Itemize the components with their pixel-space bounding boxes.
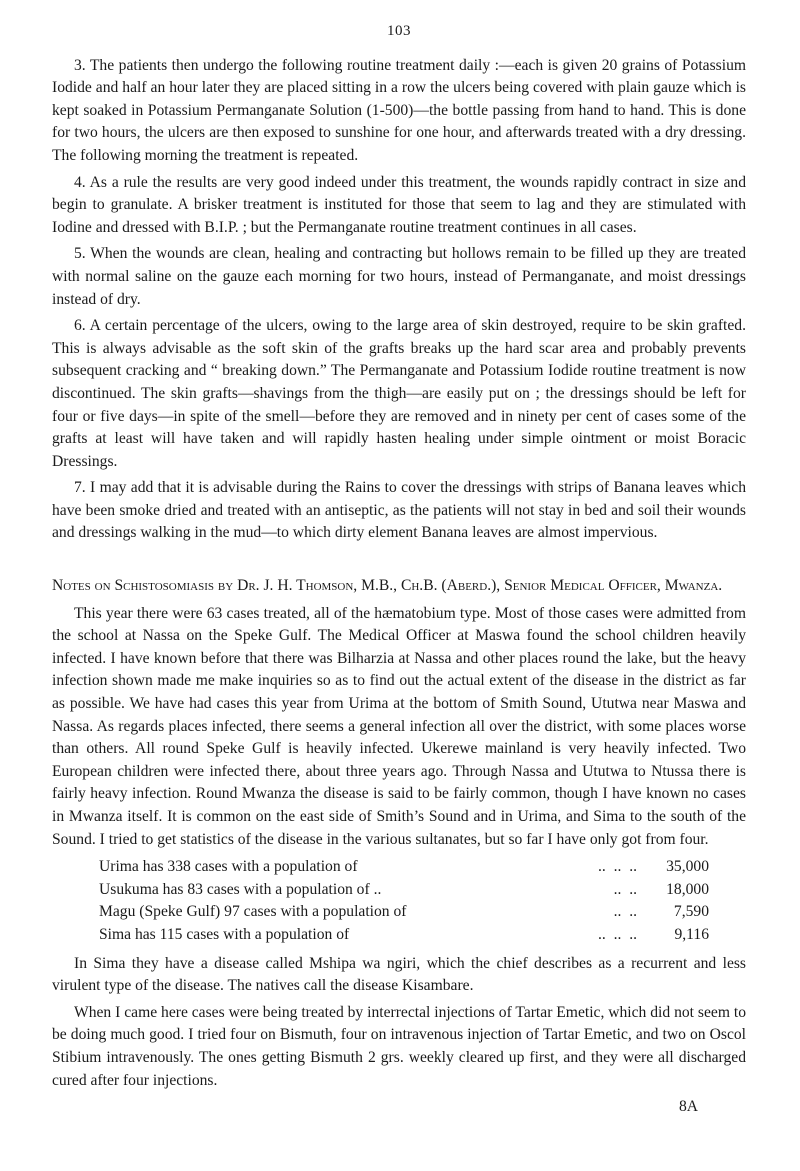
stat-label: Urima has 338 cases with a population of (99, 858, 358, 876)
stat-value: 35,000 (666, 858, 709, 876)
leader-dots: .. .. .. (598, 858, 637, 876)
stat-row-magu (99, 901, 709, 924)
paragraph-5: 5. When the wounds are clean, healing and contracting but hollows remain to be filled up they are treated with normal saline on the gauze each morning for two hours, instead of Permanganate, and moist dressings instead of dry. (52, 245, 746, 308)
signature-mark: 8A (678, 1098, 698, 1116)
leader-dots: .. .. (613, 880, 637, 898)
statistics-list (52, 856, 746, 946)
stat-label: Magu (Speke Gulf) 97 cases with a population of (99, 903, 407, 921)
after-stats-paragraph: In Sima they have a disease called Mshipa wa ngiri, which the chief describes as a recurrent and less virulent type of the disease. The natives call the disease Kisambare. (52, 954, 746, 995)
paragraph-3: 3. The patients then undergo the following routine treatment daily :—each is given 20 grains of Potassium Iodide and half an hour later they are placed sitting in a row the ulcers being covered with plain gauze which is kept soaked in Potassium Permanganate Solution (1-500)—the bottle passing from hand to hand. This is done for two hours, the ulcers are then exposed to sunshine for one hour, and afterwards treated with a dry dressing. The following morning the treatment is repeated. (52, 56, 746, 164)
stat-value: 9,116 (674, 925, 709, 943)
page-number: 103 (387, 23, 411, 39)
stat-value: 7,590 (673, 903, 709, 921)
stat-row-sima (99, 924, 709, 947)
intro-paragraph: This year there were 63 cases treated, all of the hæmatobium type. Most of those cases were admitted from the school at Nassa on the Speke Gulf. The Medical Officer at Maswa found the school children heavily infected. I have known before that there was Bilharzia at Nassa and other places round the lake, but the heavy infection shown made me make inquiries so as to find out the actual extent of the disease in the district as far as possible. We have had cases this year from Urima at the bottom of Smith Sound, Ututwa near Maswa and Nassa. As regards places infected, there seems a general infection all over the district, with some places worse than others. All round Speke Gulf is heavily infected. Ukerewe mainland is very heavily infected. Two European children were infected there, about three years ago. Through Nassa and Ututwa to Ntussa there is fairly heavy infection. Round Mwanza the disease is said to be fairly common, though I have known no cases in Mwanza itself. It is common on the east side of Smith’s Sound and in Urima, and Sima to the south of the Sound. I tried to get statistics of the disease in the various sultanates, but so far I have only got from four. (52, 604, 746, 848)
stat-value: 18,000 (666, 880, 709, 898)
leader-dots: .. .. .. (598, 925, 637, 943)
closing-paragraph: When I came here cases were being treated by interrectal injections of Tartar Emetic, which did not seem to be doing much good. I tried four on Bismuth, four on intravenous injection of Tartar Emetic, and two on Oscol Stibium intravenously. The ones getting Bismuth 2 grs. weekly cleared up first, and they were all discharged cured after four injections. (52, 1003, 746, 1089)
stat-label: Sima has 115 cases with a population of (99, 925, 350, 943)
stat-row-urima (99, 856, 709, 879)
schistosomiasis-section (52, 575, 746, 1092)
section-heading: Notes on Schistosomiasis by Dr. J. H. Thomson, M.B., Ch.B. (Aberd.), Senior Medical Officer, Mwanza. (52, 577, 723, 595)
paragraph-4: 4. As a rule the results are very good indeed under this treatment, the wounds rapidly contract in size and begin to granulate. A brisker treatment is instituted for those that seem to lag and they are stimulated with Iodine and dressed with B.I.P. ; but the Permanganate routine treatment continues in all cases. (52, 173, 746, 236)
treatment-section (52, 55, 746, 545)
paragraph-7: 7. I may add that it is advisable during the Rains to cover the dressings with strips of Banana leaves which have been smoke dried and treated with an antiseptic, as the patients will not stay in bed and soil their wounds and dressings walking in the mud—to which dirty element Banana leaves are almost impervious. (52, 479, 746, 542)
paragraph-6: 6. A certain percentage of the ulcers, owing to the large area of skin destroyed, require to be skin grafted. This is always advisable as the soft skin of the grafts breaks up the hard scar area and probably prevents subsequent cracking and “ breaking down.” The Permanganate and Potassium Iodide routine treatment is now discontinued. The skin grafts—shavings from the thigh—are easily put on ; the dressings should be left for four or five days—in spite of the smell—before they are removed and in ninety per cent of cases some of the grafts at least will have taken and will rapidly hasten healing under simple ointment or moist Boracic Dressings. (52, 317, 746, 470)
stat-label: Usukuma has 83 cases with a population of .. (99, 880, 382, 898)
stat-row-usukuma (99, 879, 709, 902)
leader-dots: .. .. (613, 903, 637, 921)
document-page (52, 20, 746, 1119)
